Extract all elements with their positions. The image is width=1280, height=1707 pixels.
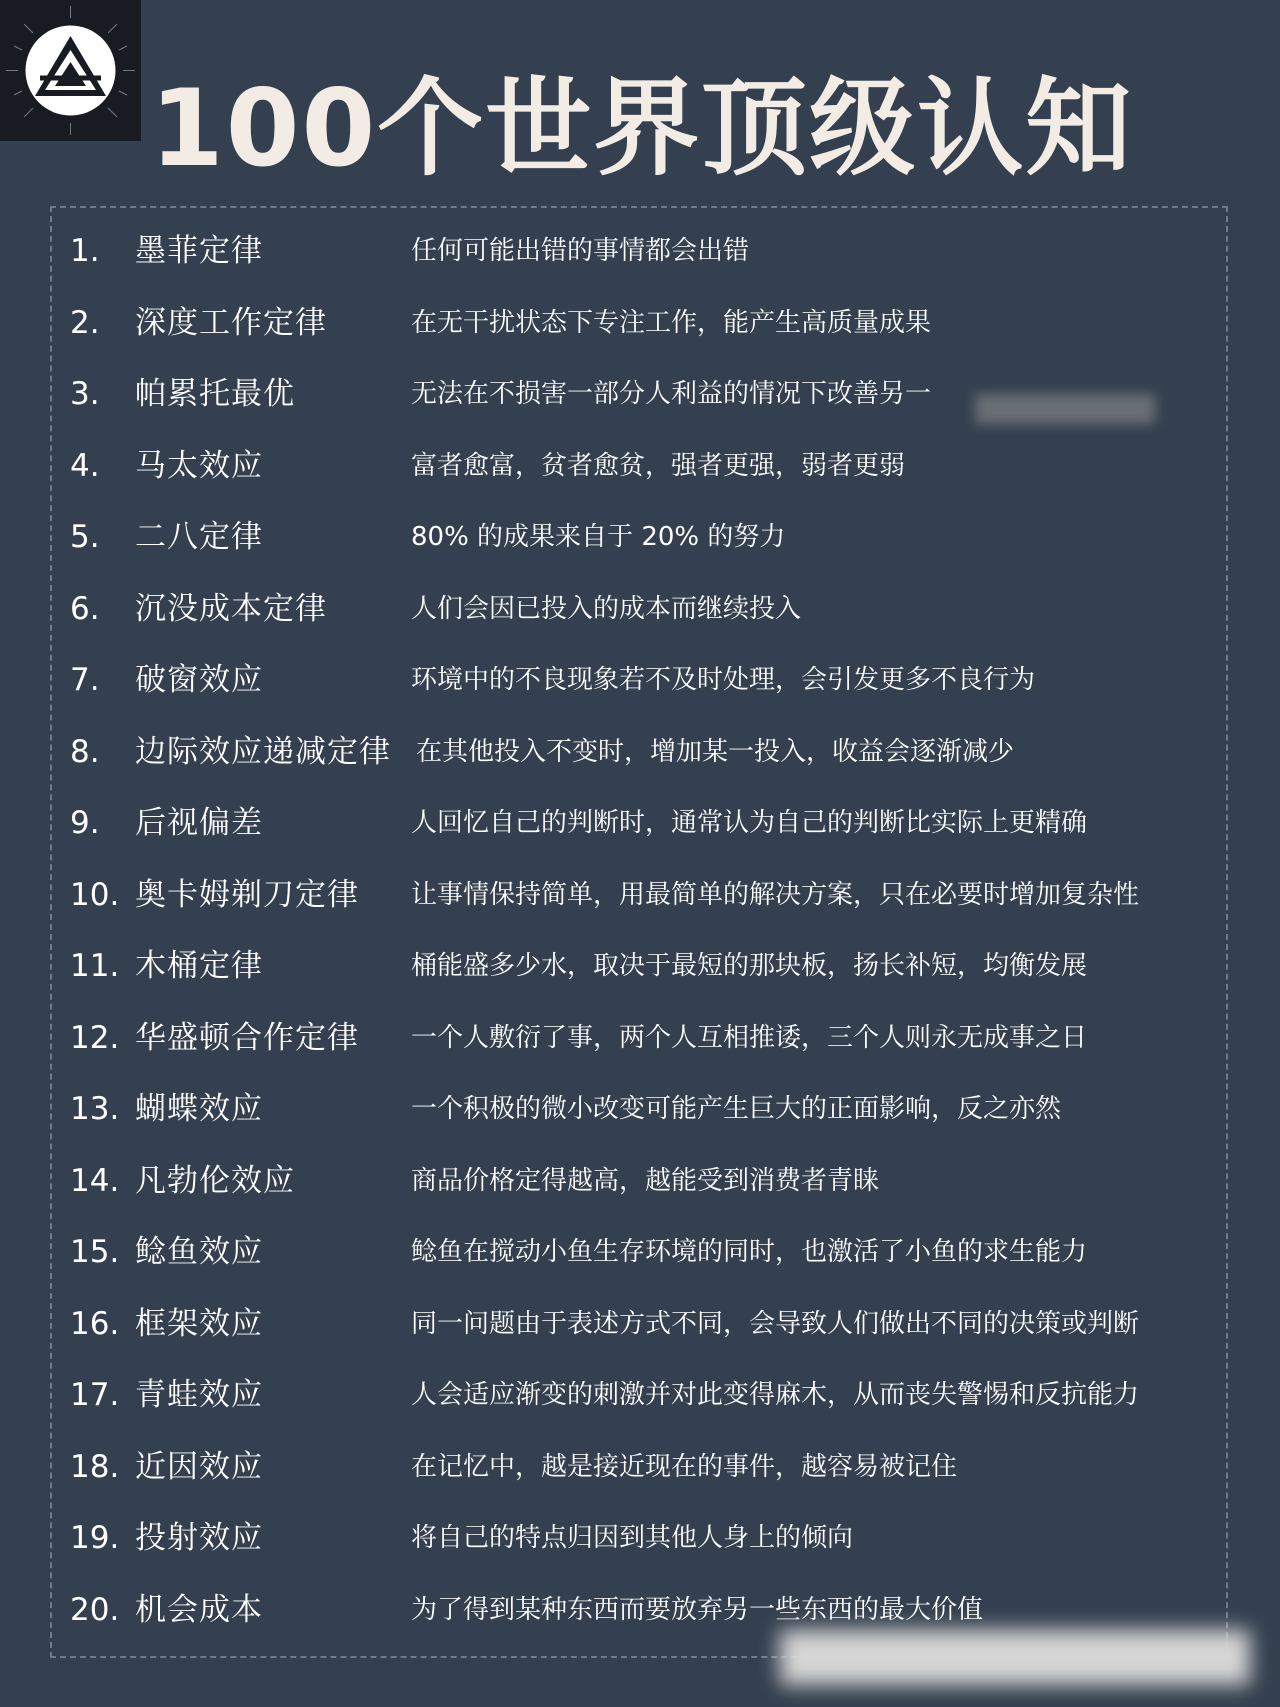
item-term: 墨菲定律 <box>135 233 263 269</box>
item-term: 投射效应 <box>135 1520 263 1556</box>
list-item <box>52 645 1226 717</box>
item-description: 将自己的特点归因到其他人身上的倾向 <box>411 1523 854 1553</box>
item-term: 青蛙效应 <box>135 1377 263 1413</box>
item-number: 14. <box>70 1162 120 1199</box>
item-number: 17. <box>70 1377 120 1413</box>
item-number: 9. <box>70 805 100 841</box>
item-term: 帕累托最优 <box>135 376 295 412</box>
item-term: 深度工作定律 <box>135 304 327 341</box>
item-description: 无法在不损害一部分人利益的情况下改善另一 <box>411 379 932 409</box>
item-term: 后视偏差 <box>135 805 263 841</box>
item-number: 15. <box>70 1234 120 1270</box>
list-item <box>52 502 1226 574</box>
item-description: 人们会因已投入的成本而继续投入 <box>411 593 802 624</box>
item-description: 同一问题由于表述方式不同，会导致人们做出不同的决策或判断 <box>411 1308 1140 1339</box>
item-description: 商品价格定得越高，越能受到消费者青睐 <box>411 1165 880 1196</box>
item-number: 12. <box>70 1019 120 1056</box>
item-number: 6. <box>70 590 100 627</box>
triangle-circle-logo-icon <box>0 0 141 141</box>
item-number: 7. <box>70 662 100 698</box>
item-number: 11. <box>70 948 120 984</box>
item-description: 桶能盛多少水，取决于最短的那块板，扬长补短，均衡发展 <box>411 951 1088 981</box>
item-description: 环境中的不良现象若不及时处理，会引发更多不良行为 <box>411 665 1036 695</box>
item-term: 蝴蝶效应 <box>135 1091 263 1127</box>
item-number: 1. <box>70 233 100 269</box>
list-item <box>52 1360 1226 1432</box>
item-number: 8. <box>70 733 100 770</box>
item-term: 破窗效应 <box>135 662 263 698</box>
cognition-list <box>52 216 1226 1646</box>
item-number: 13. <box>70 1091 120 1127</box>
item-description: 在无干扰状态下专注工作，能产生高质量成果 <box>411 307 932 338</box>
item-description: 鲶鱼在搅动小鱼生存环境的同时，也激活了小鱼的求生能力 <box>411 1237 1088 1267</box>
item-term: 凡勃伦效应 <box>135 1162 295 1199</box>
item-description: 在其他投入不变时，增加某一投入，收益会逐渐减少 <box>416 736 1015 767</box>
item-number: 2. <box>70 304 100 341</box>
item-description: 让事情保持简单，用最简单的解决方案，只在必要时增加复杂性 <box>411 879 1140 910</box>
list-item <box>52 288 1226 360</box>
item-number: 10. <box>70 876 120 913</box>
item-term: 马太效应 <box>135 447 263 484</box>
list-item <box>52 788 1226 860</box>
item-number: 3. <box>70 376 100 412</box>
item-term: 框架效应 <box>135 1305 263 1342</box>
item-description: 人回忆自己的判断时，通常认为自己的判断比实际上更精确 <box>411 808 1088 838</box>
item-number: 18. <box>70 1448 120 1485</box>
logo <box>0 0 141 141</box>
item-description: 在记忆中，越是接近现在的事件，越容易被记住 <box>411 1451 958 1482</box>
item-term: 华盛顿合作定律 <box>135 1019 359 1056</box>
item-term: 机会成本 <box>135 1591 263 1628</box>
list-item <box>52 931 1226 1003</box>
item-term: 奥卡姆剃刀定律 <box>135 876 359 913</box>
item-term: 二八定律 <box>135 519 263 555</box>
blurred-text-overlay <box>975 394 1155 424</box>
item-description: 一个人敷衍了事，两个人互相推诿，三个人则永无成事之日 <box>411 1022 1088 1053</box>
page-title: 100个世界顶级认知 <box>150 67 1134 190</box>
item-term: 鲶鱼效应 <box>135 1234 263 1270</box>
list-item <box>52 860 1226 932</box>
list-item <box>52 1146 1226 1218</box>
item-number: 16. <box>70 1305 120 1342</box>
item-number: 19. <box>70 1520 120 1556</box>
list-item <box>52 717 1226 789</box>
list-item <box>52 1217 1226 1289</box>
list-item <box>52 1003 1226 1075</box>
item-term: 沉没成本定律 <box>135 590 327 627</box>
item-term: 边际效应递减定律 <box>135 733 391 770</box>
item-number: 20. <box>70 1591 120 1628</box>
list-item <box>52 1074 1226 1146</box>
item-description: 任何可能出错的事情都会出错 <box>411 236 750 266</box>
list-item <box>52 431 1226 503</box>
list-item <box>52 216 1226 288</box>
item-description: 一个积极的微小改变可能产生巨大的正面影响，反之亦然 <box>411 1094 1062 1124</box>
list-item <box>52 1289 1226 1361</box>
list-item <box>52 1432 1226 1504</box>
list-item <box>52 1503 1226 1575</box>
blurred-watermark-overlay <box>780 1630 1250 1685</box>
item-number: 5. <box>70 519 100 555</box>
item-description: 80% 的成果来自于 20% 的努力 <box>411 522 786 552</box>
item-term: 近因效应 <box>135 1448 263 1485</box>
item-description: 富者愈富，贫者愈贫，强者更强，弱者更弱 <box>411 450 906 481</box>
item-description: 人会适应渐变的刺激并对此变得麻木，从而丧失警惕和反抗能力 <box>411 1380 1140 1410</box>
item-number: 4. <box>70 447 100 484</box>
list-item <box>52 574 1226 646</box>
item-description: 为了得到某种东西而要放弃另一些东西的最大价值 <box>411 1594 984 1625</box>
item-term: 木桶定律 <box>135 948 263 984</box>
